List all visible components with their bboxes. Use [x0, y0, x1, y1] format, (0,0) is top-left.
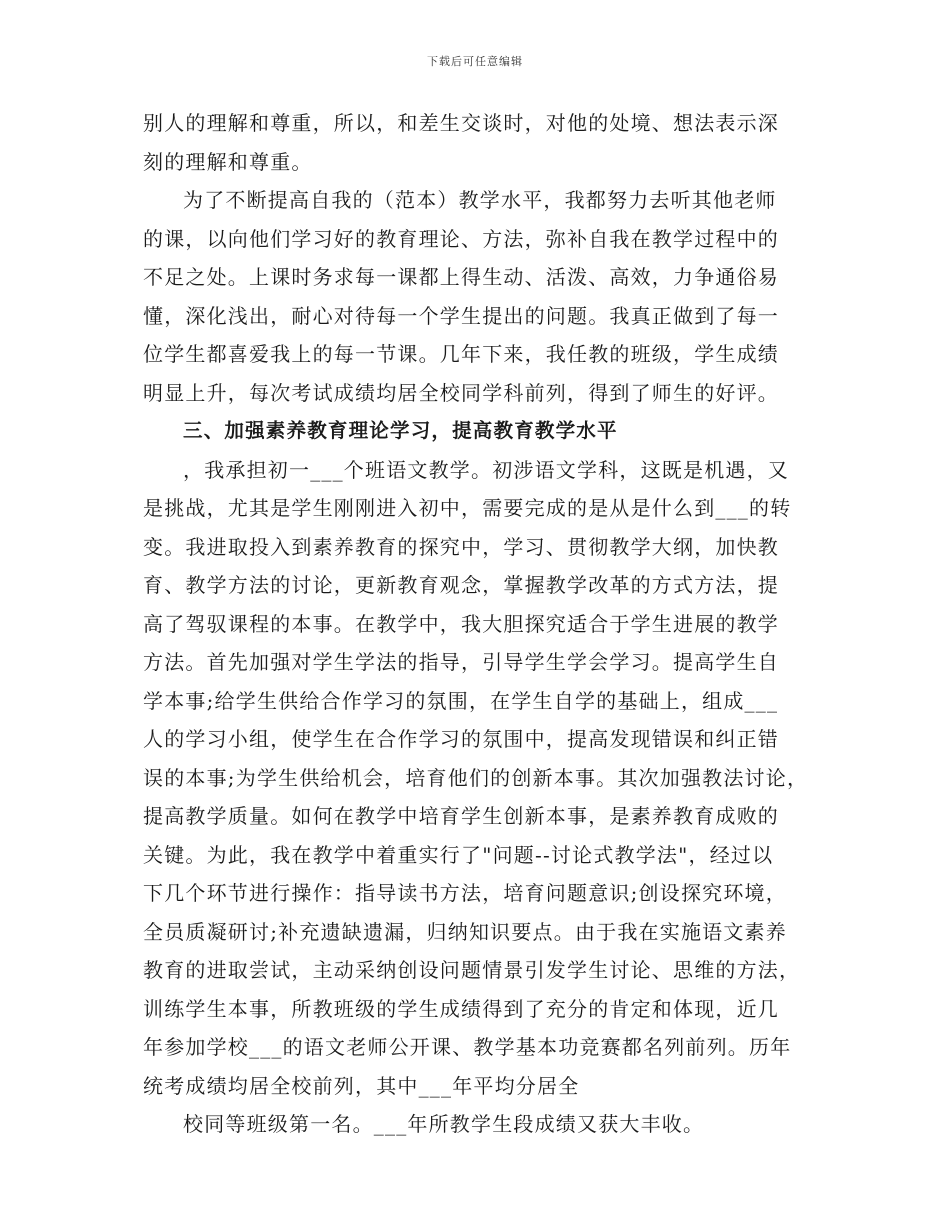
- body-line: 训练学生本事，所教班级的学生成绩得到了充分的肯定和体现，近几: [143, 996, 779, 1021]
- body-line: 教育的进取尝试，主动采纳创设问题情景引发学生讨论、思维的方法，: [143, 958, 801, 982]
- document-body: [143, 104, 823, 1144]
- body-line: 年参加学校___的语文老师公开课、教学基本功竞赛都名列前列。历年: [143, 1035, 792, 1059]
- body-line: 全员质凝研讨;补充遗缺遗漏，归纳知识要点。由于我在实施语文素养: [143, 919, 787, 944]
- body-line: 人的学习小组，使学生在合作学习的氛围中，提高发现错误和纠正错: [143, 727, 779, 751]
- body-line: 别人的理解和尊重，所以，和差生交谈时，对他的处境、想法表示深: [143, 111, 779, 135]
- paragraph-start: 为了不断提高自我的（范本）教学水平，我都努力去听其他老师: [183, 188, 777, 212]
- body-line: 是挑战，尤其是学生刚刚进入初中，需要完成的是从是什么到___的转: [143, 496, 792, 520]
- paragraph-start: ，我承担初一___个班语文教学。初涉语文学科，这既是机遇，又: [183, 457, 789, 482]
- body-line: 育、教学方法的讨论，更新教育观念，掌握教学改革的方式方法，提: [143, 573, 779, 597]
- body-line: 刻的理解和尊重。: [143, 149, 313, 174]
- body-line: 误的本事;为学生供给机会，培育他们的创新本事。其次加强教法讨论，: [143, 765, 809, 790]
- body-line: 下几个环节进行操作：指导读书方法，培育问题意识;创设探究环境，: [143, 881, 787, 905]
- body-line: 高了驾驭课程的本事。在教学中，我大胆探究适合于学生进展的教学: [143, 611, 779, 636]
- body-line: 学本事;给学生供给合作学习的氛围，在学生自学的基础上，组成___: [143, 688, 779, 713]
- body-line: 方法。首先加强对学生学法的指导，引导学生学会学习。提高学生自: [143, 650, 779, 674]
- body-line: 统考成绩均居全校前列，其中___年平均分居全: [143, 1073, 580, 1098]
- section-heading: 三、加强素养教育理论学习，提高教育教学水平: [183, 419, 618, 442]
- body-line: 不足之处。上课时务求每一课都上得生动、活泼、高效，力争通俗易: [143, 265, 779, 289]
- paragraph-start: 校同等班级第一名。___年所教学生段成绩又获大丰收。: [183, 1112, 705, 1136]
- body-line: 提高教学质量。如何在教学中培育学生创新本事，是素养教育成败的: [143, 804, 779, 828]
- page-header: 下载后可任意编辑: [427, 55, 523, 68]
- body-line: 懂，深化浅出，耐心对待每一个学生提出的问题。我真正做到了每一: [143, 303, 779, 328]
- body-line: 位学生都喜爱我上的每一节课。几年下来，我任教的班级，学生成绩: [143, 342, 779, 366]
- body-line: 变。我进取投入到素养教育的探究中，学习、贯彻教学大纲，加快教: [143, 534, 779, 559]
- body-line: 的课，以向他们学习好的教育理论、方法，弥补自我在教学过程中的: [143, 226, 779, 251]
- body-line: 明显上升，每次考试成绩均居全校同学科前列，得到了师生的好评。: [143, 380, 779, 405]
- body-line: 关键。为此，我在教学中着重实行了"问题--讨论式教学法"，经过以: [143, 842, 774, 867]
